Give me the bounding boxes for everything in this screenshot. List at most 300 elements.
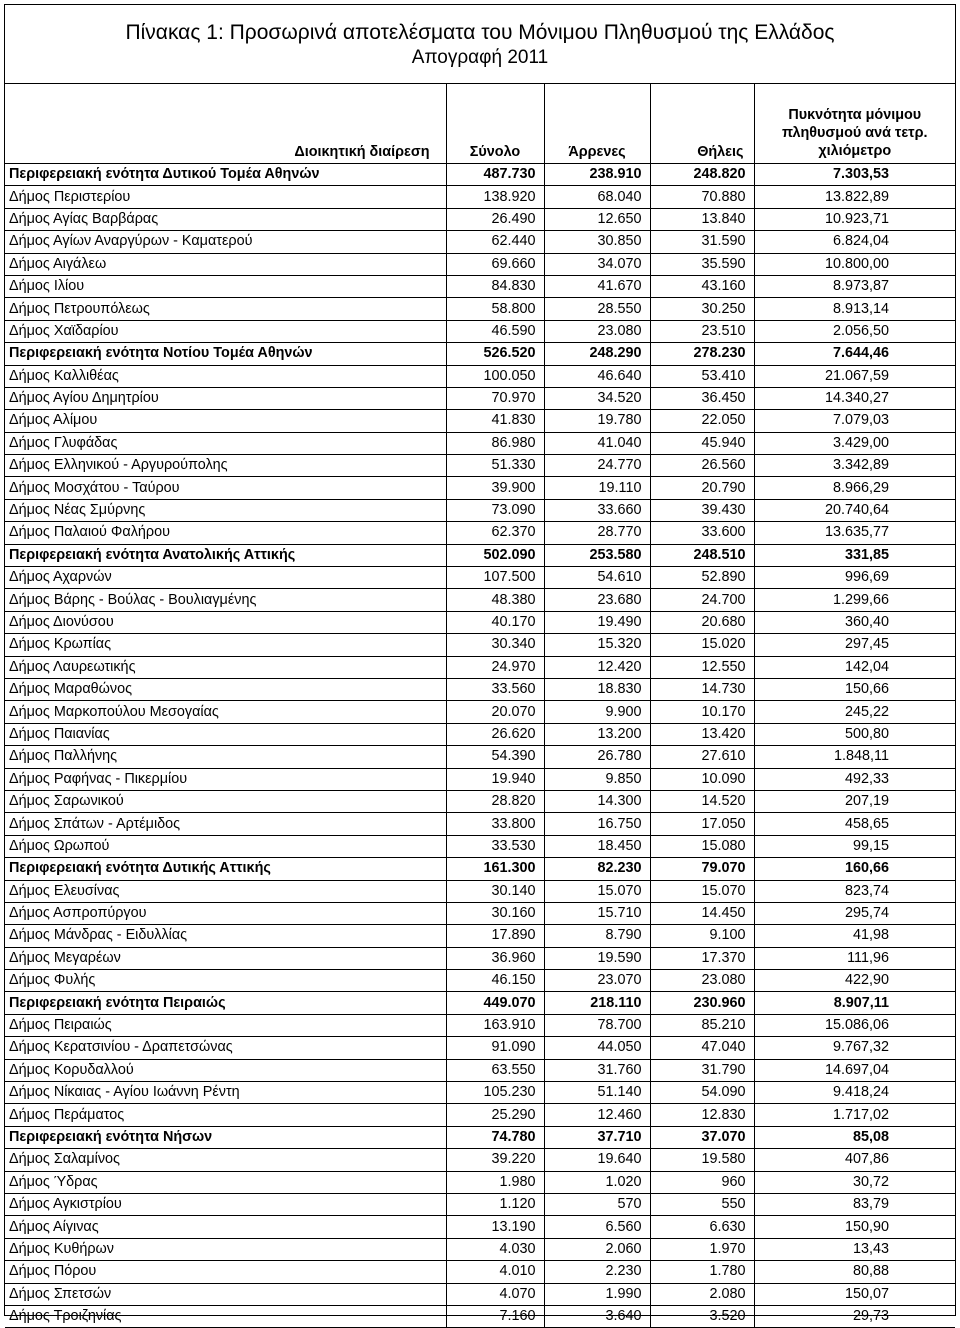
density-cell: 160,66 <box>754 858 955 880</box>
females-cell: 14.730 <box>650 678 754 700</box>
females-cell: 248.510 <box>650 544 754 566</box>
division-name-cell: Δήμος Σαλαμίνος <box>5 1149 446 1171</box>
region-row <box>5 992 955 1014</box>
total-cell: 502.090 <box>446 544 544 566</box>
females-cell: 39.430 <box>650 499 754 521</box>
females-cell: 31.590 <box>650 231 754 253</box>
division-name-cell: Δήμος Σπετσών <box>5 1283 446 1305</box>
table-row <box>5 1193 955 1215</box>
total-cell: 20.070 <box>446 701 544 723</box>
females-cell: 12.550 <box>650 656 754 678</box>
table-row <box>5 231 955 253</box>
females-cell: 15.070 <box>650 880 754 902</box>
table-row <box>5 589 955 611</box>
density-cell: 99,15 <box>754 835 955 857</box>
males-cell: 12.420 <box>544 656 650 678</box>
total-cell: 26.620 <box>446 723 544 745</box>
females-cell: 54.090 <box>650 1082 754 1104</box>
division-name-cell: Δήμος Αγίας Βαρβάρας <box>5 208 446 230</box>
females-cell: 45.940 <box>650 432 754 454</box>
males-cell: 23.070 <box>544 970 650 992</box>
males-cell: 82.230 <box>544 858 650 880</box>
division-name-cell: Δήμος Παλαιού Φαλήρου <box>5 522 446 544</box>
males-cell: 1.020 <box>544 1171 650 1193</box>
males-cell: 46.640 <box>544 365 650 387</box>
division-name-cell: Δήμος Παιανίας <box>5 723 446 745</box>
division-name-cell: Δήμος Ιλίου <box>5 275 446 297</box>
density-cell: 8.966,29 <box>754 477 955 499</box>
division-name-cell: Δήμος Παλλήνης <box>5 746 446 768</box>
density-cell: 458,65 <box>754 813 955 835</box>
table-row <box>5 678 955 700</box>
division-name-cell: Δήμος Πειραιώς <box>5 1014 446 1036</box>
header-division: Διοικητική διαίρεση <box>5 84 446 164</box>
males-cell: 30.850 <box>544 231 650 253</box>
division-name-cell: Δήμος Κρωπίας <box>5 634 446 656</box>
total-cell: 19.940 <box>446 768 544 790</box>
division-name-cell: Δήμος Κορυδαλλού <box>5 1059 446 1081</box>
density-cell: 422,90 <box>754 970 955 992</box>
density-cell: 297,45 <box>754 634 955 656</box>
total-cell: 74.780 <box>446 1126 544 1148</box>
table-row <box>5 1149 955 1171</box>
density-cell: 360,40 <box>754 611 955 633</box>
density-cell: 41,98 <box>754 925 955 947</box>
total-cell: 24.970 <box>446 656 544 678</box>
males-cell: 28.550 <box>544 298 650 320</box>
division-name-cell: Περιφερειακή ενότητα Δυτικής Αττικής <box>5 858 446 880</box>
division-name-cell: Δήμος Αγίων Αναργύρων - Καματερού <box>5 231 446 253</box>
division-name-cell: Δήμος Φυλής <box>5 970 446 992</box>
males-cell: 8.790 <box>544 925 650 947</box>
table-row <box>5 1171 955 1193</box>
division-name-cell: Δήμος Πετρουπόλεως <box>5 298 446 320</box>
density-cell: 331,85 <box>754 544 955 566</box>
division-name-cell: Δήμος Αγίου Δημητρίου <box>5 387 446 409</box>
density-cell: 2.056,50 <box>754 320 955 342</box>
males-cell: 19.590 <box>544 947 650 969</box>
division-name-cell: Περιφερειακή ενότητα Δυτικού Τομέα Αθηνών <box>5 164 446 186</box>
table-row <box>5 970 955 992</box>
page-title: Πίνακας 1: Προσωρινά αποτελέσματα του Μόνιμου Πληθυσμού της Ελλάδος <box>125 21 835 44</box>
region-row <box>5 164 955 186</box>
total-cell: 17.890 <box>446 925 544 947</box>
total-cell: 54.390 <box>446 746 544 768</box>
males-cell: 238.910 <box>544 164 650 186</box>
division-name-cell: Δήμος Αλίμου <box>5 410 446 432</box>
table-row <box>5 880 955 902</box>
division-name-cell: Περιφερειακή ενότητα Ανατολικής Αττικής <box>5 544 446 566</box>
division-name-cell: Δήμος Μοσχάτου - Ταύρου <box>5 477 446 499</box>
females-cell: 52.890 <box>650 567 754 589</box>
females-cell: 1.970 <box>650 1238 754 1260</box>
males-cell: 44.050 <box>544 1037 650 1059</box>
females-cell: 37.070 <box>650 1126 754 1148</box>
density-cell: 150,90 <box>754 1216 955 1238</box>
females-cell: 15.020 <box>650 634 754 656</box>
density-cell: 13,43 <box>754 1238 955 1260</box>
division-name-cell: Δήμος Αιγάλεω <box>5 253 446 275</box>
males-cell: 14.300 <box>544 790 650 812</box>
total-cell: 487.730 <box>446 164 544 186</box>
total-cell: 4.030 <box>446 1238 544 1260</box>
females-cell: 6.630 <box>650 1216 754 1238</box>
total-cell: 30.340 <box>446 634 544 656</box>
division-name-cell: Δήμος Μάνδρας - Ειδυλλίας <box>5 925 446 947</box>
density-cell: 83,79 <box>754 1193 955 1215</box>
total-cell: 33.560 <box>446 678 544 700</box>
females-cell: 12.830 <box>650 1104 754 1126</box>
density-cell: 3.429,00 <box>754 432 955 454</box>
density-cell: 8.907,11 <box>754 992 955 1014</box>
total-cell: 30.160 <box>446 902 544 924</box>
total-cell: 46.590 <box>446 320 544 342</box>
females-cell: 20.680 <box>650 611 754 633</box>
males-cell: 3.640 <box>544 1305 650 1327</box>
total-cell: 28.820 <box>446 790 544 812</box>
density-cell: 295,74 <box>754 902 955 924</box>
males-cell: 33.660 <box>544 499 650 521</box>
females-cell: 14.520 <box>650 790 754 812</box>
females-cell: 85.210 <box>650 1014 754 1036</box>
males-cell: 23.680 <box>544 589 650 611</box>
density-cell: 111,96 <box>754 947 955 969</box>
table-row <box>5 768 955 790</box>
males-cell: 18.450 <box>544 835 650 857</box>
region-row <box>5 343 955 365</box>
division-name-cell: Δήμος Μαρκοπούλου Μεσογαίας <box>5 701 446 723</box>
density-cell: 1.848,11 <box>754 746 955 768</box>
division-name-cell: Δήμος Κερατσινίου - Δραπετσώνας <box>5 1037 446 1059</box>
division-name-cell: Δήμος Ελευσίνας <box>5 880 446 902</box>
females-cell: 1.780 <box>650 1261 754 1283</box>
density-cell: 142,04 <box>754 656 955 678</box>
total-cell: 39.220 <box>446 1149 544 1171</box>
males-cell: 12.460 <box>544 1104 650 1126</box>
females-cell: 17.050 <box>650 813 754 835</box>
density-cell: 13.635,77 <box>754 522 955 544</box>
total-cell: 86.980 <box>446 432 544 454</box>
males-cell: 28.770 <box>544 522 650 544</box>
division-name-cell: Δήμος Λαυρεωτικής <box>5 656 446 678</box>
males-cell: 13.200 <box>544 723 650 745</box>
density-cell: 996,69 <box>754 567 955 589</box>
females-cell: 47.040 <box>650 1037 754 1059</box>
total-cell: 51.330 <box>446 455 544 477</box>
table-row <box>5 902 955 924</box>
males-cell: 570 <box>544 1193 650 1215</box>
males-cell: 9.850 <box>544 768 650 790</box>
division-name-cell: Δήμος Διονύσου <box>5 611 446 633</box>
division-name-cell: Δήμος Μαραθώνος <box>5 678 446 700</box>
males-cell: 51.140 <box>544 1082 650 1104</box>
total-cell: 30.140 <box>446 880 544 902</box>
division-name-cell: Δήμος Γλυφάδας <box>5 432 446 454</box>
division-name-cell: Δήμος Καλλιθέας <box>5 365 446 387</box>
density-cell: 1.299,66 <box>754 589 955 611</box>
total-cell: 33.530 <box>446 835 544 857</box>
density-cell: 6.824,04 <box>754 231 955 253</box>
region-row <box>5 544 955 566</box>
table-row <box>5 275 955 297</box>
census-table-sheet <box>4 4 956 1325</box>
total-cell: 39.900 <box>446 477 544 499</box>
males-cell: 19.780 <box>544 410 650 432</box>
total-cell: 62.440 <box>446 231 544 253</box>
division-name-cell: Δήμος Νίκαιας - Αγίου Ιωάννη Ρέντη <box>5 1082 446 1104</box>
table-row <box>5 365 955 387</box>
males-cell: 19.110 <box>544 477 650 499</box>
females-cell: 278.230 <box>650 343 754 365</box>
division-name-cell: Δήμος Τροιζηνίας <box>5 1305 446 1327</box>
division-name-cell: Δήμος Ραφήνας - Πικερμίου <box>5 768 446 790</box>
division-name-cell: Δήμος Περάματος <box>5 1104 446 1126</box>
total-cell: 163.910 <box>446 1014 544 1036</box>
total-cell: 91.090 <box>446 1037 544 1059</box>
females-cell: 24.700 <box>650 589 754 611</box>
division-name-cell: Δήμος Μεγαρέων <box>5 947 446 969</box>
total-cell: 526.520 <box>446 343 544 365</box>
males-cell: 23.080 <box>544 320 650 342</box>
table-row <box>5 656 955 678</box>
males-cell: 37.710 <box>544 1126 650 1148</box>
table-row <box>5 387 955 409</box>
division-name-cell: Περιφερειακή ενότητα Νήσων <box>5 1126 446 1148</box>
table-row <box>5 1037 955 1059</box>
table-row <box>5 1104 955 1126</box>
division-name-cell: Δήμος Χαϊδαρίου <box>5 320 446 342</box>
females-cell: 550 <box>650 1193 754 1215</box>
density-cell: 9.418,24 <box>754 1082 955 1104</box>
total-cell: 13.190 <box>446 1216 544 1238</box>
males-cell: 54.610 <box>544 567 650 589</box>
males-cell: 253.580 <box>544 544 650 566</box>
females-cell: 23.080 <box>650 970 754 992</box>
table-row <box>5 410 955 432</box>
density-cell: 14.340,27 <box>754 387 955 409</box>
males-cell: 78.700 <box>544 1014 650 1036</box>
division-name-cell: Δήμος Σπάτων - Αρτέμιδος <box>5 813 446 835</box>
density-cell: 3.342,89 <box>754 455 955 477</box>
table-row <box>5 320 955 342</box>
males-cell: 16.750 <box>544 813 650 835</box>
males-cell: 15.070 <box>544 880 650 902</box>
table-row <box>5 1261 955 1283</box>
females-cell: 13.840 <box>650 208 754 230</box>
males-cell: 26.780 <box>544 746 650 768</box>
region-row <box>5 1126 955 1148</box>
table-body <box>5 164 955 1328</box>
density-cell: 1.717,02 <box>754 1104 955 1126</box>
header-total: Σύνολο <box>446 84 544 164</box>
total-cell: 449.070 <box>446 992 544 1014</box>
division-name-cell: Δήμος Ελληνικού - Αργυρούπολης <box>5 455 446 477</box>
density-cell: 7.644,46 <box>754 343 955 365</box>
total-cell: 48.380 <box>446 589 544 611</box>
division-name-cell: Δήμος Περιστερίου <box>5 186 446 208</box>
density-cell: 7.079,03 <box>754 410 955 432</box>
table-row <box>5 1283 955 1305</box>
division-name-cell: Δήμος Ασπροπύργου <box>5 902 446 924</box>
table-row <box>5 925 955 947</box>
division-name-cell: Δήμος Αίγινας <box>5 1216 446 1238</box>
density-cell: 20.740,64 <box>754 499 955 521</box>
density-cell: 14.697,04 <box>754 1059 955 1081</box>
females-cell: 26.560 <box>650 455 754 477</box>
table-row <box>5 790 955 812</box>
table-row <box>5 1014 955 1036</box>
division-name-cell: Περιφερειακή ενότητα Νοτίου Τομέα Αθηνών <box>5 343 446 365</box>
total-cell: 7.160 <box>446 1305 544 1327</box>
table-row <box>5 208 955 230</box>
density-cell: 8.913,14 <box>754 298 955 320</box>
total-cell: 105.230 <box>446 1082 544 1104</box>
table-row <box>5 298 955 320</box>
header-females: Θήλεις <box>650 84 754 164</box>
density-cell: 13.822,89 <box>754 186 955 208</box>
males-cell: 15.320 <box>544 634 650 656</box>
density-cell: 245,22 <box>754 701 955 723</box>
total-cell: 73.090 <box>446 499 544 521</box>
total-cell: 69.660 <box>446 253 544 275</box>
males-cell: 2.060 <box>544 1238 650 1260</box>
males-cell: 12.650 <box>544 208 650 230</box>
table-row <box>5 1305 955 1327</box>
division-name-cell: Δήμος Ύδρας <box>5 1171 446 1193</box>
total-cell: 58.800 <box>446 298 544 320</box>
table-row <box>5 567 955 589</box>
females-cell: 15.080 <box>650 835 754 857</box>
females-cell: 70.880 <box>650 186 754 208</box>
table-row <box>5 477 955 499</box>
density-cell: 492,33 <box>754 768 955 790</box>
females-cell: 3.520 <box>650 1305 754 1327</box>
density-cell: 9.767,32 <box>754 1037 955 1059</box>
total-cell: 107.500 <box>446 567 544 589</box>
table-row <box>5 432 955 454</box>
division-name-cell: Δήμος Κυθήρων <box>5 1238 446 1260</box>
males-cell: 2.230 <box>544 1261 650 1283</box>
division-name-cell: Δήμος Πόρου <box>5 1261 446 1283</box>
density-cell: 7.303,53 <box>754 164 955 186</box>
table-row <box>5 455 955 477</box>
females-cell: 10.090 <box>650 768 754 790</box>
total-cell: 40.170 <box>446 611 544 633</box>
table-row <box>5 611 955 633</box>
total-cell: 1.980 <box>446 1171 544 1193</box>
males-cell: 248.290 <box>544 343 650 365</box>
males-cell: 34.520 <box>544 387 650 409</box>
total-cell: 46.150 <box>446 970 544 992</box>
table-row <box>5 746 955 768</box>
density-cell: 15.086,06 <box>754 1014 955 1036</box>
total-cell: 1.120 <box>446 1193 544 1215</box>
total-cell: 4.070 <box>446 1283 544 1305</box>
density-cell: 500,80 <box>754 723 955 745</box>
females-cell: 248.820 <box>650 164 754 186</box>
density-cell: 8.973,87 <box>754 275 955 297</box>
total-cell: 25.290 <box>446 1104 544 1126</box>
header-row <box>5 84 955 164</box>
division-name-cell: Δήμος Σαρωνικού <box>5 790 446 812</box>
region-row <box>5 858 955 880</box>
females-cell: 30.250 <box>650 298 754 320</box>
females-cell: 960 <box>650 1171 754 1193</box>
total-cell: 36.960 <box>446 947 544 969</box>
total-cell: 4.010 <box>446 1261 544 1283</box>
males-cell: 41.040 <box>544 432 650 454</box>
females-cell: 14.450 <box>650 902 754 924</box>
density-cell: 85,08 <box>754 1126 955 1148</box>
density-cell: 29,73 <box>754 1305 955 1327</box>
total-cell: 62.370 <box>446 522 544 544</box>
table-row <box>5 947 955 969</box>
total-cell: 63.550 <box>446 1059 544 1081</box>
males-cell: 24.770 <box>544 455 650 477</box>
females-cell: 27.610 <box>650 746 754 768</box>
females-cell: 23.510 <box>650 320 754 342</box>
table-row <box>5 835 955 857</box>
density-cell: 80,88 <box>754 1261 955 1283</box>
total-cell: 70.970 <box>446 387 544 409</box>
table-row <box>5 186 955 208</box>
females-cell: 19.580 <box>650 1149 754 1171</box>
total-cell: 84.830 <box>446 275 544 297</box>
table-row <box>5 499 955 521</box>
males-cell: 6.560 <box>544 1216 650 1238</box>
division-name-cell: Δήμος Νέας Σμύρνης <box>5 499 446 521</box>
density-cell: 10.800,00 <box>754 253 955 275</box>
density-cell: 207,19 <box>754 790 955 812</box>
total-cell: 33.800 <box>446 813 544 835</box>
males-cell: 68.040 <box>544 186 650 208</box>
division-name-cell: Δήμος Ωρωπού <box>5 835 446 857</box>
table-row <box>5 1082 955 1104</box>
density-cell: 407,86 <box>754 1149 955 1171</box>
division-name-cell: Περιφερειακή ενότητα Πειραιώς <box>5 992 446 1014</box>
population-table <box>5 84 955 1328</box>
males-cell: 19.640 <box>544 1149 650 1171</box>
females-cell: 10.170 <box>650 701 754 723</box>
females-cell: 20.790 <box>650 477 754 499</box>
density-cell: 823,74 <box>754 880 955 902</box>
table-row <box>5 813 955 835</box>
females-cell: 13.420 <box>650 723 754 745</box>
division-name-cell: Δήμος Βάρης - Βούλας - Βουλιαγμένης <box>5 589 446 611</box>
females-cell: 17.370 <box>650 947 754 969</box>
division-name-cell: Δήμος Αχαρνών <box>5 567 446 589</box>
females-cell: 9.100 <box>650 925 754 947</box>
table-row <box>5 522 955 544</box>
table-row <box>5 1238 955 1260</box>
females-cell: 43.160 <box>650 275 754 297</box>
males-cell: 19.490 <box>544 611 650 633</box>
division-name-cell: Δήμος Αγκιστρίου <box>5 1193 446 1215</box>
females-cell: 22.050 <box>650 410 754 432</box>
males-cell: 18.830 <box>544 678 650 700</box>
females-cell: 31.790 <box>650 1059 754 1081</box>
females-cell: 36.450 <box>650 387 754 409</box>
males-cell: 31.760 <box>544 1059 650 1081</box>
table-row <box>5 701 955 723</box>
title-block <box>5 5 955 84</box>
density-cell: 150,07 <box>754 1283 955 1305</box>
table-row <box>5 253 955 275</box>
header-density: Πυκνότητα μόνιμου πληθυσμού ανά τετρ. χιλιόμετρο <box>754 84 955 164</box>
table-row <box>5 1059 955 1081</box>
males-cell: 34.070 <box>544 253 650 275</box>
females-cell: 53.410 <box>650 365 754 387</box>
